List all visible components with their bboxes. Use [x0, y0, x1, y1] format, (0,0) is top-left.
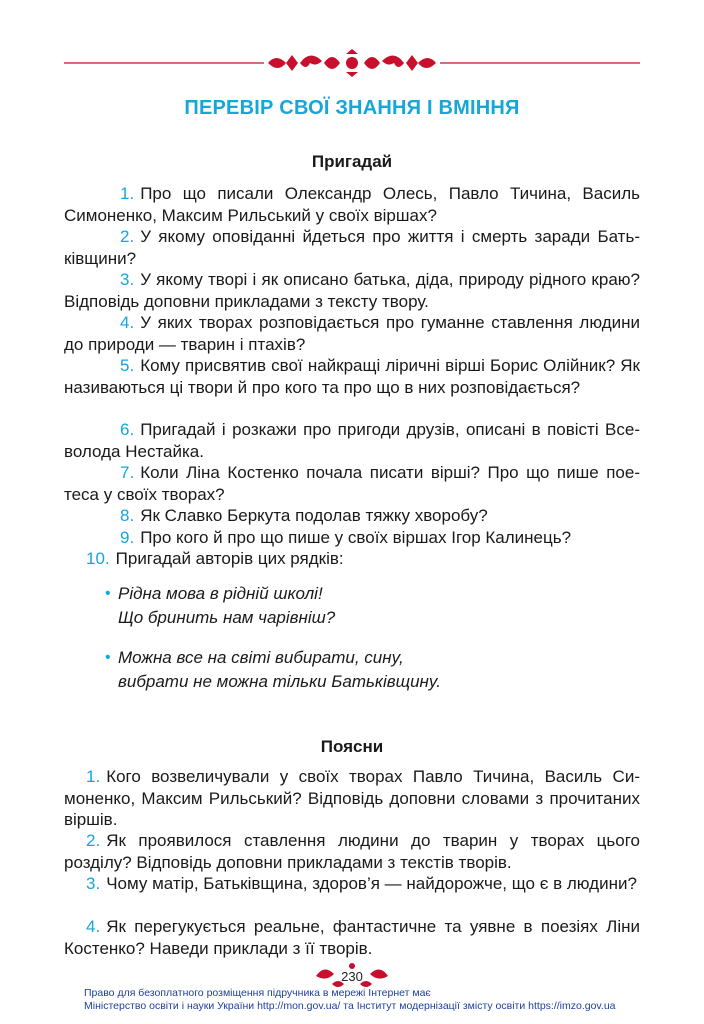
question-text: Про що писали Олександр Олесь, Павло Тичина, Василь Симоненко, Максим Рильський у своїх віршах? [64, 184, 640, 225]
question-text: Чому матір, Батьківщина, здоров’я — найдорожче, що є в людини? [106, 874, 637, 893]
question-number: 1. [120, 184, 135, 203]
poem-line: Можна все на світі вибирати, сину, [118, 648, 404, 667]
question-text: Про кого й про що пише у своїх віршах Ігор Калинець? [140, 528, 572, 547]
question-text: Пригадай і розкажи про пригоди друзів, описані в повісті Всеволода Нестайка. [64, 420, 640, 461]
question-number: 6. [120, 420, 135, 439]
question-number: 3. [120, 270, 135, 289]
question-item [64, 269, 640, 312]
question-text: У якому оповіданні йдеться про життя і смерть заради Батьківщини? [64, 227, 640, 268]
section-heading-explain: Поясни [320, 737, 384, 756]
question-item [64, 355, 640, 398]
question-number: 5. [120, 356, 135, 375]
question-number: 2. [86, 831, 101, 850]
question-item [64, 873, 640, 895]
question-number: 4. [120, 313, 135, 332]
poem-line: Що бринить нам чарівніш? [118, 608, 336, 627]
question-text: Пригадай авторів цих рядків: [115, 549, 344, 568]
question-item [64, 312, 640, 355]
question-item [64, 916, 640, 959]
question-number: 9. [120, 528, 135, 547]
question-text: У якому творі і як описано батька, діда, природу рідного краю? Відповідь доповни прикладами з тексту твору. [64, 270, 640, 311]
question-item [64, 548, 640, 570]
question-text: Як проявилося ставлення людини до тварин у творах цього розділу? Відповідь доповни прикладами з текстів творів. [64, 831, 640, 872]
question-number: 3. [86, 874, 101, 893]
question-number: 8. [120, 506, 135, 525]
question-number: 10. [86, 549, 110, 568]
poem-line: вибрати не можна тільки Батьківщину. [118, 672, 441, 691]
question-text: Кому присвятив свої найкращі ліричні вірші Борис Олійник? Як називаються ці твори й про кого та про що в них розповідається? [64, 356, 640, 397]
bullet-icon: • [105, 649, 111, 666]
question-text: Як Славко Беркута подолав тяжку хворобу? [140, 506, 488, 525]
question-item [64, 527, 640, 549]
bullet-icon: • [105, 585, 111, 602]
question-item [64, 766, 640, 831]
question-text: Кого возвеличували у своїх творах Павло Тичина, Василь Симоненко, Максим Рильський? Відповідь доповни словами з прочитаних віршів. [64, 767, 640, 829]
footer-line: Міністерство освіти і науки України http://mon.gov.ua/ та Інститут модернізації змісту освіти https://imzo.gov.ua [84, 1000, 616, 1012]
question-number: 2. [120, 227, 135, 246]
footer-copyright [84, 987, 684, 1013]
footer-line: Право для безоплатного розміщення підручника в мережі Інтернет має [84, 987, 431, 999]
question-item [64, 830, 640, 873]
section-heading-remember: Пригадай [311, 152, 393, 171]
question-item [64, 183, 640, 226]
page-title: ПЕРЕВІР СВОЇ ЗНАННЯ І ВМІННЯ [184, 97, 520, 119]
question-text: У яких творах розповідається про гуманне ставлення людини до природи — тварин і птахів? [64, 313, 640, 354]
question-text: Коли Ліна Костенко почала писати вірші? Про що пише поетеса у своїх творах? [64, 463, 640, 504]
question-item [64, 419, 640, 462]
question-item [64, 226, 640, 269]
poem-quote [105, 582, 336, 630]
question-text: Як перегукується реальне, фантастичне та уявне в поезіях Ліни Костенко? Наведи приклади з її творів. [64, 917, 640, 958]
question-item [64, 505, 640, 527]
decorative-ornament-top [64, 48, 640, 78]
question-number: 4. [86, 917, 101, 936]
question-number: 1. [86, 767, 101, 786]
poem-line: Рідна мова в рідній школі! [118, 584, 323, 603]
page-number: 230 [341, 969, 363, 984]
poem-quote [105, 646, 441, 694]
question-item [64, 462, 640, 505]
question-number: 7. [120, 463, 135, 482]
